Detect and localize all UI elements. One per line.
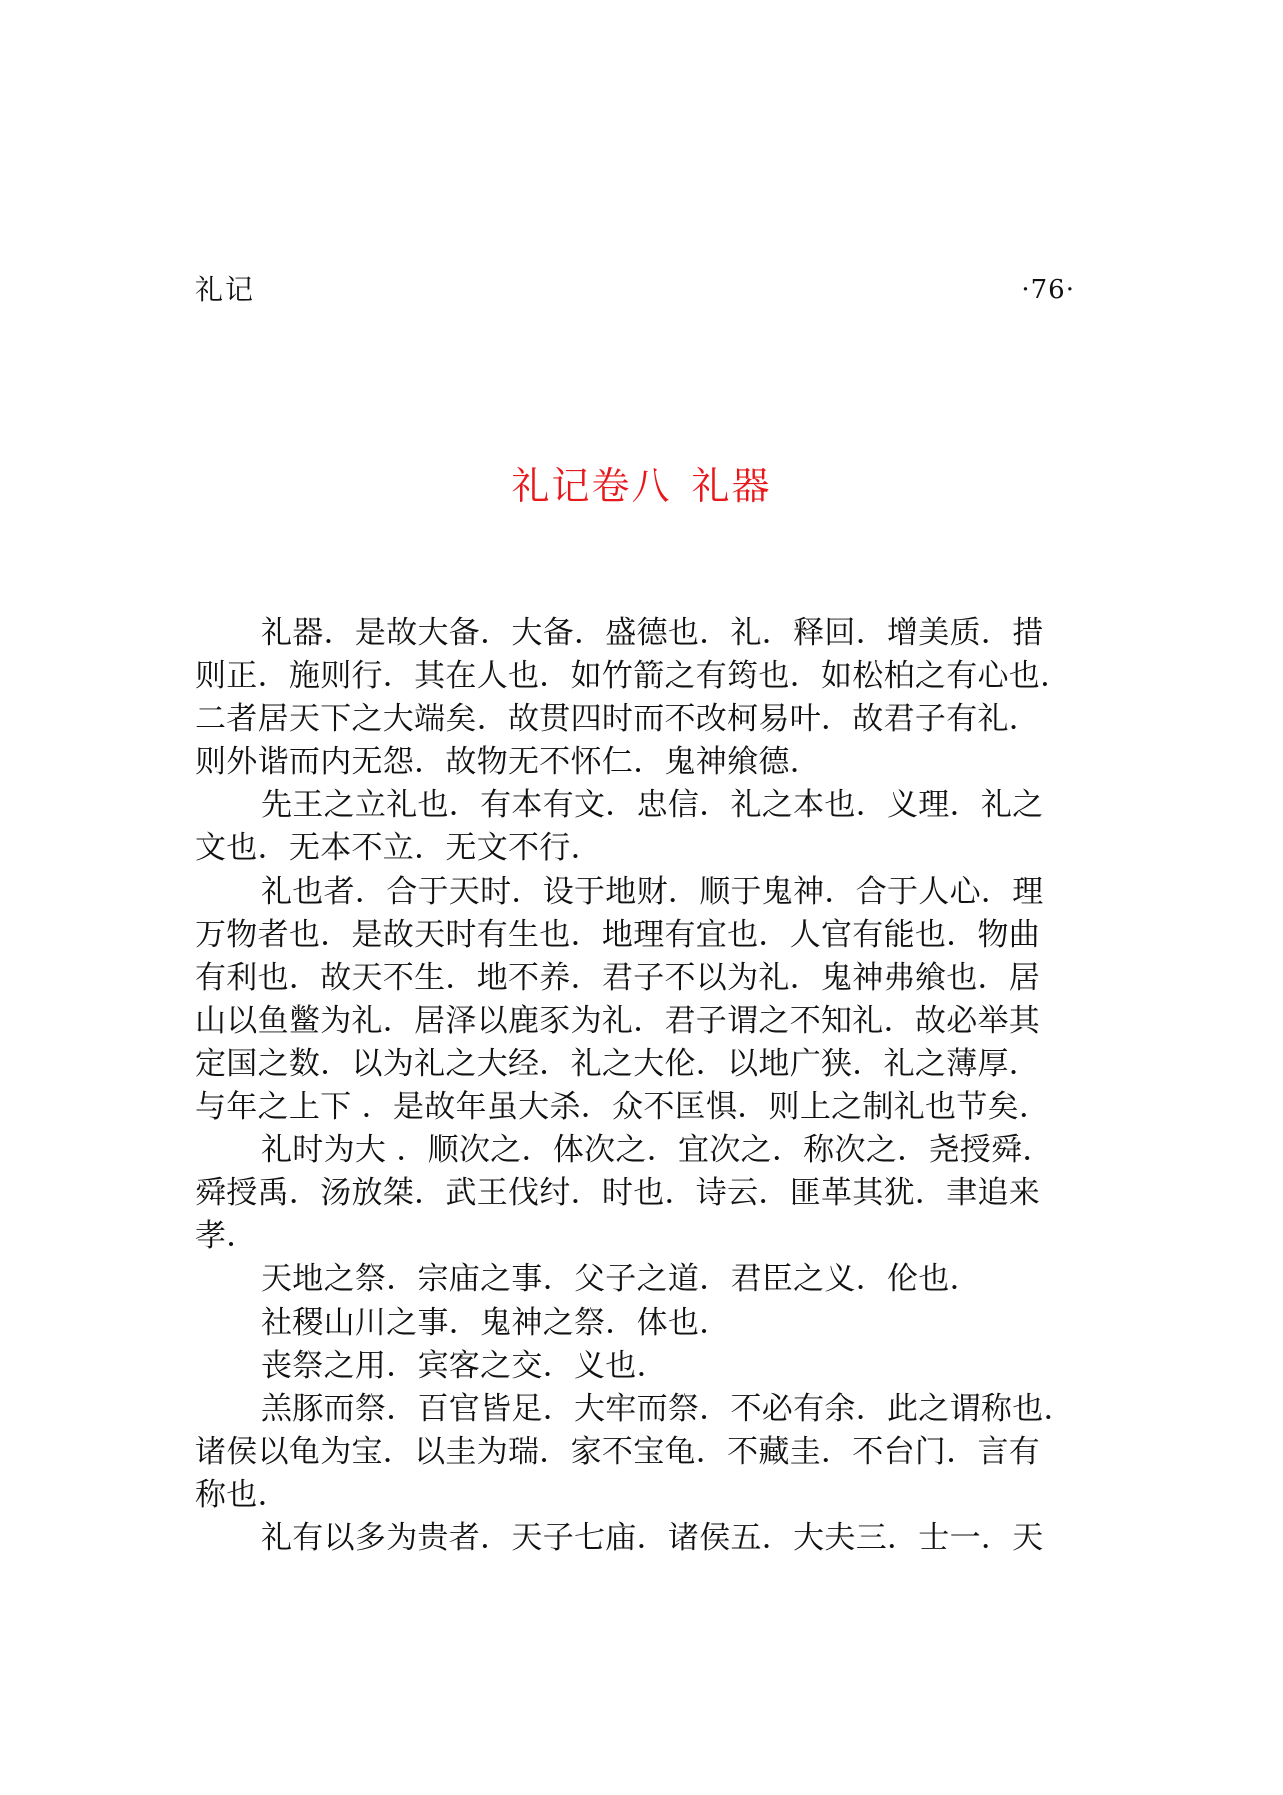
paragraph-line: 文也．无本不立．无文不行． (195, 830, 602, 867)
running-title: 礼记 (195, 273, 256, 306)
paragraph-line: 二者居天下之大端矣．故贯四时而不改柯易叶．故君子有礼． (195, 701, 1041, 738)
paragraph-line: 孝． (195, 1218, 258, 1255)
paragraph-first-line: 先王之立礼也．有本有文．忠信．礼之本也．义理．礼之 (261, 787, 1044, 824)
paragraph-line: 万物者也．是故天时有生也．地理有宜也．人官有能也．物曲 (195, 916, 1041, 953)
paragraph-line: 定国之数．以为礼之大经．礼之大伦．以地广狭．礼之薄厚． (195, 1045, 1041, 1082)
body-text (195, 612, 1115, 1560)
paragraph-line: 则外谐而内无怨．故物无不怀仁．鬼神飨德． (195, 744, 821, 781)
paragraph-first-line: 礼器．是故大备．大备．盛德也．礼．释回．增美质．措 (261, 615, 1044, 651)
paragraph-first-line: 天地之祭．宗庙之事．父子之道．君臣之义．伦也． (261, 1261, 981, 1298)
paragraph-first-line: 丧祭之用．宾客之交．义也． (261, 1347, 668, 1384)
paragraph-line: 诸侯以龟为宝．以圭为瑞．家不宝龟．不藏圭．不台门．言有 (195, 1433, 1041, 1470)
page-number: ·76· (1021, 275, 1075, 305)
paragraph-line: 称也． (195, 1476, 289, 1513)
paragraph-line: 则正．施则行．其在人也．如竹箭之有筠也．如松柏之有心也． (195, 658, 1072, 695)
paragraph-line: 有利也．故天不生．地不养．君子不以为礼．鬼神弗飨也．居 (195, 959, 1041, 996)
paragraph-first-line: 羔豚而祭．百官皆足．大牢而祭．不必有余．此之谓称也． (261, 1390, 1075, 1427)
paragraph-line: 山以鱼鳖为礼．居泽以鹿豕为礼．君子谓之不知礼．故必举其 (195, 1002, 1041, 1039)
paragraph-first-line: 礼时为大 ．顺次之．体次之．宜次之．称次之．尧授舜． (261, 1132, 1054, 1169)
chapter-title-name: 礼器 (691, 464, 772, 508)
chapter-title (0, 458, 1283, 514)
paragraph-first-line: 社稷山川之事．鬼神之祭．体也． (261, 1304, 731, 1341)
paragraph-first-line: 礼也者．合于天时．设于地财．顺于鬼神．合于人心．理 (261, 873, 1044, 910)
paragraph-line: 舜授禹．汤放桀．武王伐纣．时也．诗云．匪革其犹．聿追来 (195, 1175, 1041, 1212)
paragraph-line: 与年之上下 ．是故年虽大杀．众不匡惧．则上之制礼也节矣． (195, 1089, 1051, 1126)
paragraph-first-line: 礼有以多为贵者．天子七庙．诸侯五．大夫三．士一．天 (261, 1519, 1044, 1556)
chapter-title-volume: 礼记卷八 (511, 464, 672, 508)
running-header (195, 270, 1075, 310)
